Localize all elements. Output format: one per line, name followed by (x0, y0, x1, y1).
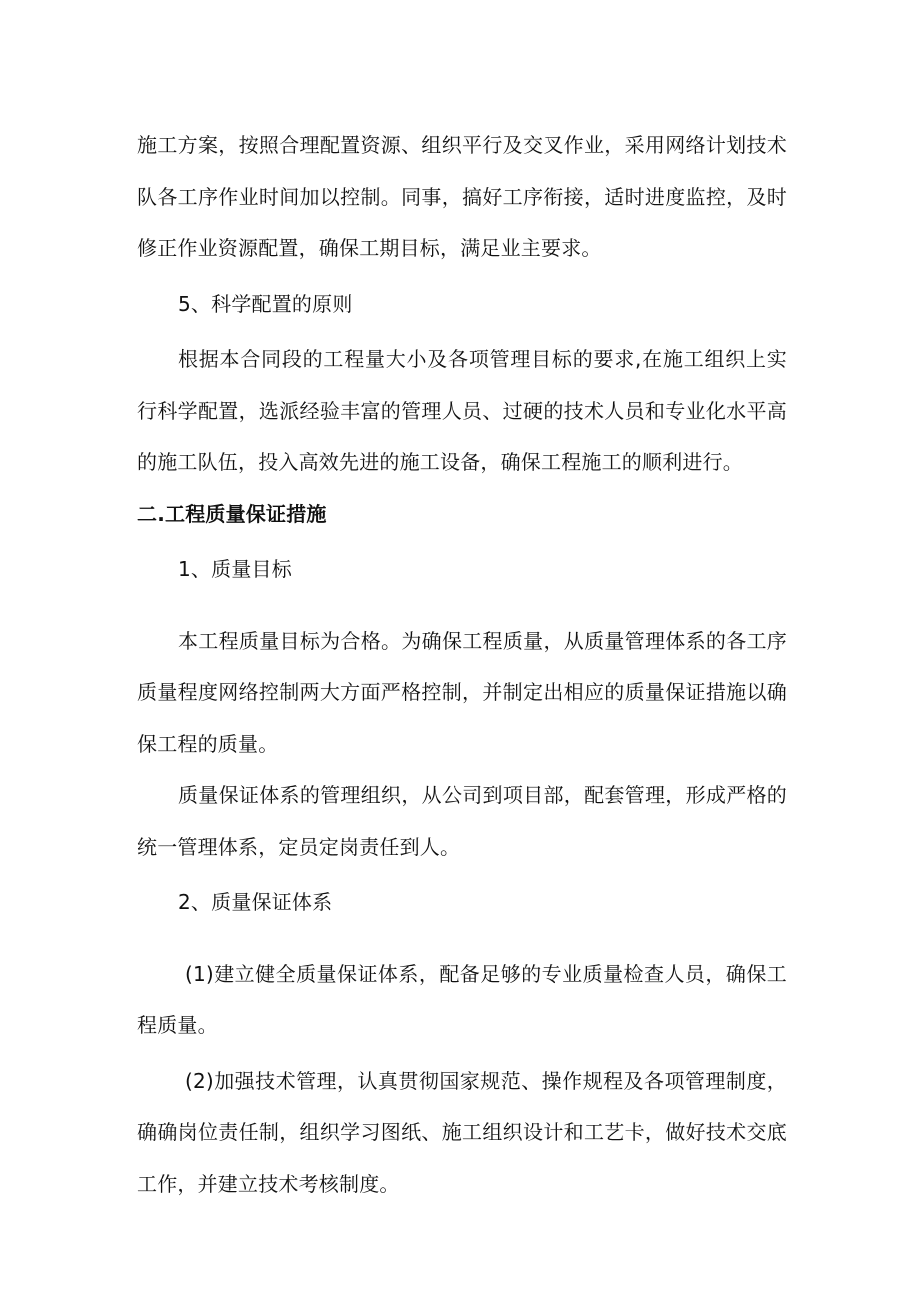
subheading-quality-system: 2、质量保证体系 (178, 890, 333, 914)
section-heading-quality-measures: 二.工程质量保证措施 (137, 501, 327, 526)
paragraph-quality-target: 本工程质量目标为合格。为确保工程质量，从质量管理体系的各工序质量程度网络控制两大方面严格控制，并制定出相应的质量保证措施以确保工程的质量。 (137, 628, 787, 756)
spacer (137, 596, 787, 616)
subheading-scientific-configuration: 5、科学配置的原则 (178, 291, 353, 316)
subheading-quality-target: 1、质量目标 (178, 557, 292, 581)
document-body (137, 120, 787, 1210)
paragraph-configuration-principle: 根据本合同段的工程量大小及各项管理目标的要求,在施工组织上实行科学配置，选派经验丰富的管理人员、过硬的技术人员和专业化水平高的施工队伍，投入高效先进的施工设备，确保工程施工的顺利进行。 (137, 347, 787, 474)
paragraph-quality-organization: 质量保证体系的管理组织，从公司到项目部，配套管理，形成严格的统一管理体系，定员定岗责任到人。 (137, 783, 787, 859)
list-item-2: (2)加强技术管理，认真贯彻国家规范、操作规程及各项管理制度，确确岗位责任制，组织学习图纸、施工组织设计和工艺卡，做好技术交底工作，并建立技术考核制度。 (137, 1068, 787, 1196)
list-item-1: (1)建立健全质量保证体系，配备足够的专业质量检查人员，确保工程质量。 (137, 961, 787, 1037)
spacer (137, 929, 787, 949)
paragraph-construction-plan: 施工方案，按照合理配置资源、组织平行及交叉作业，采用网络计划技术队各工序作业时间加以控制。同事，搞好工序衔接，适时进度监控，及时修正作业资源配置，确保工期目标，满足业主要求。 (137, 133, 787, 260)
